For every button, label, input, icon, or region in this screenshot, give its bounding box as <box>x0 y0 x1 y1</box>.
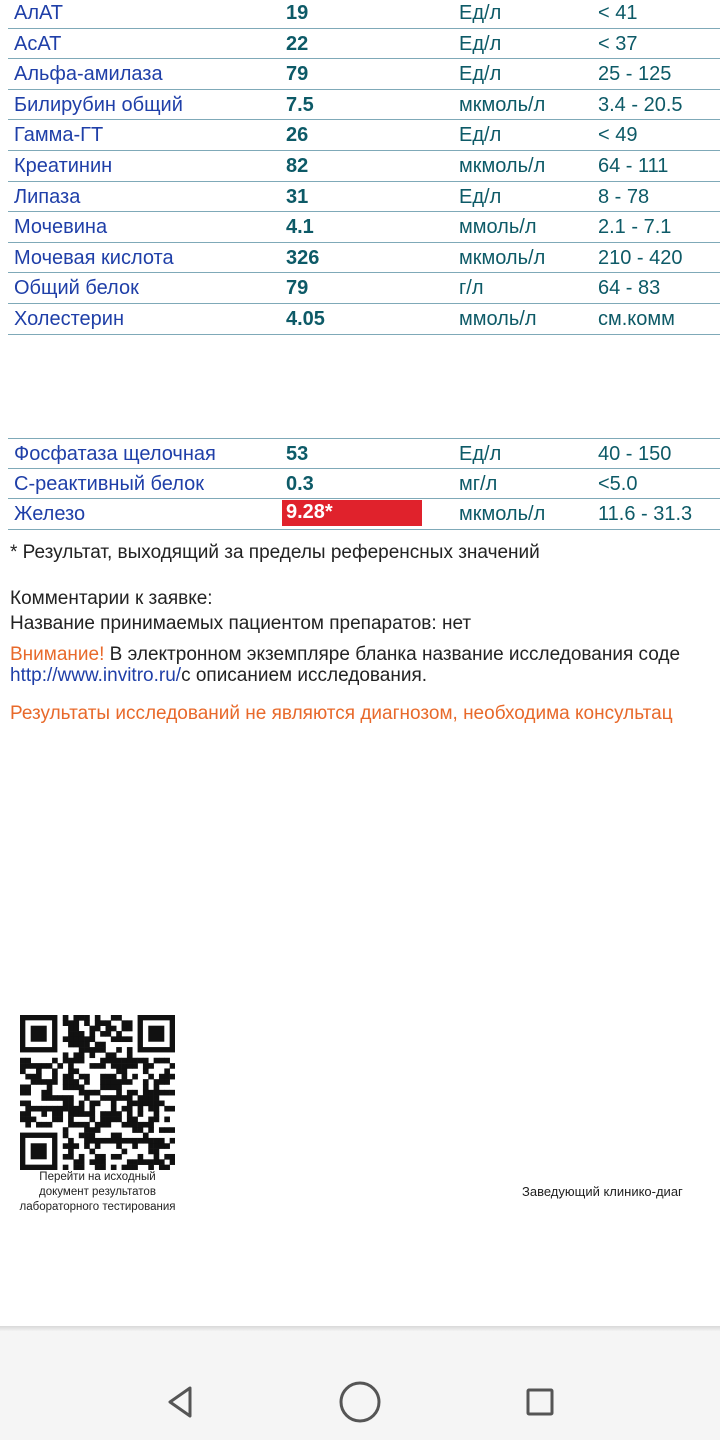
attention-text: В электронном экземпляре бланка название исследования соде <box>104 644 681 665</box>
test-name: АсАТ <box>14 32 62 55</box>
reference-range: 64 - 83 <box>598 277 661 300</box>
reference-range: < 41 <box>598 2 638 24</box>
result-unit: г/л <box>459 277 484 300</box>
result-value: 82 <box>286 154 309 177</box>
reference-range: 3.4 - 20.5 <box>598 93 683 116</box>
result-unit: мкмоль/л <box>459 154 546 177</box>
reference-range: 64 - 111 <box>598 154 669 177</box>
reference-range: 40 - 150 <box>598 443 672 465</box>
reference-range: 25 - 125 <box>598 63 672 86</box>
result-value: 26 <box>286 124 309 147</box>
result-row <box>8 273 720 304</box>
result-unit: ммоль/л <box>459 216 537 239</box>
test-name: Железо <box>14 503 86 526</box>
result-row <box>8 243 720 274</box>
result-value: 31 <box>286 185 309 208</box>
result-value-flagged: 9.28* <box>282 500 422 526</box>
results-table-additional <box>8 438 720 530</box>
result-value: 4.1 <box>286 216 314 239</box>
result-value: 22 <box>286 32 309 55</box>
reference-range: < 49 <box>598 124 638 147</box>
result-unit: мкмоль/л <box>459 503 546 526</box>
test-name: С-реактивный белок <box>14 472 205 495</box>
result-row <box>8 90 720 121</box>
attention-label: Внимание! <box>10 644 105 665</box>
attention-notice <box>10 644 680 666</box>
home-button[interactable] <box>325 1367 395 1437</box>
reference-range: 210 - 420 <box>598 246 683 269</box>
head-signature-label: Заведующий клинико-диаг <box>522 1184 683 1199</box>
qr-code[interactable] <box>20 1015 175 1170</box>
back-button[interactable] <box>145 1367 215 1437</box>
result-unit: ммоль/л <box>459 307 537 330</box>
result-row <box>8 304 720 335</box>
result-row <box>8 499 720 530</box>
result-unit: мг/л <box>459 472 498 495</box>
result-unit: Ед/л <box>459 2 502 24</box>
test-name: АлАТ <box>14 2 64 24</box>
reference-range: см.комм <box>598 307 675 330</box>
result-unit: Ед/л <box>459 185 502 208</box>
result-value: 19 <box>286 2 309 24</box>
result-row <box>8 469 720 500</box>
result-row <box>8 120 720 151</box>
attention-notice-line2 <box>10 665 427 687</box>
result-unit: мкмоль/л <box>459 246 546 269</box>
result-row <box>8 212 720 243</box>
disclaimer-text: Результаты исследований не являются диагнозом, необходима консультац <box>10 703 673 724</box>
result-unit: Ед/л <box>459 443 502 465</box>
result-value: 326 <box>286 246 320 269</box>
comments-heading: Комментарии к заявке: <box>10 588 213 609</box>
recent-apps-button[interactable] <box>505 1367 575 1437</box>
comments-medications: Название принимаемых пациентом препаратов: нет <box>10 613 472 634</box>
reference-range: 11.6 - 31.3 <box>598 503 693 526</box>
result-unit: Ед/л <box>459 32 502 55</box>
home-circle-icon <box>337 1379 383 1425</box>
reference-range: 2.1 - 7.1 <box>598 216 672 239</box>
result-row <box>8 182 720 213</box>
test-name: Альфа-амилаза <box>14 63 163 86</box>
reference-range: <5.0 <box>598 472 638 495</box>
reference-range: < 37 <box>598 32 638 55</box>
qr-caption-line: Перейти на исходный <box>39 1171 156 1183</box>
result-row <box>8 59 720 90</box>
test-name: Мочевая кислота <box>14 246 174 269</box>
test-name: Фосфатаза щелочная <box>14 443 216 465</box>
result-value: 79 <box>286 63 309 86</box>
result-row <box>8 0 720 29</box>
qr-caption <box>0 1170 195 1215</box>
reference-range: 8 - 78 <box>598 185 650 208</box>
test-name: Креатинин <box>14 154 113 177</box>
test-name: Холестерин <box>14 307 124 330</box>
result-value: 53 <box>286 443 309 465</box>
qr-caption-line: документ результатов <box>39 1186 156 1198</box>
invitro-link[interactable]: http://www.invitro.ru/ <box>10 665 182 686</box>
test-name: Общий белок <box>14 277 139 300</box>
result-row <box>8 29 720 60</box>
test-name: Липаза <box>14 185 81 208</box>
recent-square-icon <box>525 1387 555 1417</box>
result-row <box>8 151 720 182</box>
attention-text-2: с описанием исследования. <box>181 665 428 686</box>
results-table-biochemistry <box>8 0 720 335</box>
result-unit: мкмоль/л <box>459 93 546 116</box>
result-value: 7.5 <box>286 93 314 116</box>
result-row <box>8 438 720 469</box>
result-value: 4.05 <box>286 307 325 330</box>
result-unit: Ед/л <box>459 63 502 86</box>
android-navigation-bar <box>0 1331 720 1440</box>
result-value: 79 <box>286 277 309 300</box>
result-unit: Ед/л <box>459 124 502 147</box>
qr-caption-line: лабораторного тестирования <box>19 1201 176 1213</box>
back-triangle-icon <box>165 1385 195 1419</box>
test-name: Мочевина <box>14 216 108 239</box>
test-name: Билирубин общий <box>14 93 183 116</box>
test-name: Гамма-ГТ <box>14 124 104 147</box>
result-value: 0.3 <box>286 472 314 495</box>
qr-code-image <box>20 1015 175 1170</box>
footnote-out-of-range: * Результат, выходящий за пределы референсных значений <box>10 542 540 563</box>
